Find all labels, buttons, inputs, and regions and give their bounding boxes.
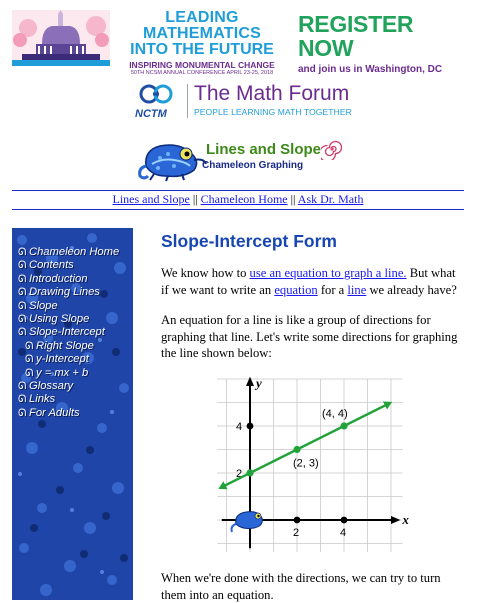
link-line[interactable]: line [347,282,367,297]
math-forum-logo[interactable] [133,82,353,120]
spiral-bullet-icon: ᘏ [18,314,27,326]
nav-link-lines-and-slope[interactable]: Lines and Slope [112,192,190,206]
spiral-bullet-icon: ᘏ [18,394,27,406]
nav-separator: || [290,192,296,206]
math-forum-tagline: PEOPLE LEARNING MATH TOGETHER [194,107,352,117]
sidebar-item-glossary[interactable] [18,380,119,393]
point-4-4 [340,422,347,429]
intro-text: We know how to [161,266,250,280]
sidebar-item-label[interactable]: Contents [29,259,74,272]
conference-title [116,10,288,77]
conference-title-line2: INTO THE FUTURE [130,41,274,58]
spiral-icon [321,138,343,160]
conference-title-line1: LEADING MATHEMATICS [142,9,262,42]
sidebar-nav [12,228,133,600]
sidebar-item-label[interactable]: Links [29,393,56,406]
lines-and-slope-logo [138,136,350,184]
conference-banner[interactable] [12,8,464,76]
conference-dates: 50TH NCSM ANNUAL CONFERENCE APRIL 23-25, 2018 [130,70,274,76]
intro-text: But what if we want to write an [161,266,456,297]
x-tick-dot [341,517,348,524]
sidebar-item-label[interactable]: Slope [29,299,58,312]
capitol-illustration [12,10,110,66]
sidebar-item-label[interactable]: Chameleon Home [29,246,120,258]
sidebar-item-using-slope[interactable] [18,313,119,326]
sidebar-item-drawing-lines[interactable] [18,286,119,299]
spiral-bullet-icon: ᘏ [25,340,34,352]
sidebar-item-y-intercept[interactable] [18,353,119,366]
x-tick-dot [294,517,301,524]
link-equation[interactable]: equation [274,282,318,297]
top-nav-bar [12,190,464,210]
y-axis-label: y [256,375,262,391]
sidebar-item-label[interactable]: Slope-Intercept [29,326,105,339]
nav-link-ask-dr-math[interactable]: Ask Dr. Math [297,192,364,206]
sidebar-item-slope-intercept[interactable] [18,326,119,339]
sidebar-item-introduction[interactable] [18,273,119,286]
spiral-bullet-icon: ᘏ [25,354,34,366]
sidebar-item-links[interactable] [18,393,119,406]
sidebar-item-y-mx-b[interactable] [18,367,119,380]
spiral-bullet-icon: ᘏ [18,260,27,272]
y-intercept-point [246,469,253,476]
register-location: and join us in Washington, DC [298,64,443,75]
point-2-3 [293,446,300,453]
intro-text: for a [317,282,348,297]
nav-link-chameleon-home[interactable]: Chameleon Home [200,192,288,206]
sidebar-list [18,246,119,420]
spiral-bullet-icon: ᘏ [18,300,27,312]
nctm-text: NCTM [135,108,167,120]
page-title: Slope-Intercept Form [161,231,337,251]
intro-paragraph [161,265,461,298]
spiral-bullet-icon: ᘏ [18,247,27,258]
directions-paragraph: An equation for a line is like a group of directions for graphing that line. Let's write some directions for graphing the line shown below: [161,313,458,361]
y-tick-dot [247,423,254,430]
sidebar-item-label[interactable]: y-Intercept [36,353,89,366]
chameleon-icon [138,136,208,182]
closing-paragraph: When we're done with the directions, we can try to turn them into an equation. [161,571,441,602]
spiral-bullet-icon: ᘏ [18,381,27,393]
intro-text: we already have? [366,282,457,297]
sidebar-item-right-slope[interactable] [18,340,119,353]
register-callout[interactable] [298,12,468,76]
sidebar-item-label[interactable]: Using Slope [29,313,90,326]
logo-divider [187,84,188,118]
chameleon-graphing-subtitle: Chameleon Graphing [202,160,304,171]
sidebar-item-for-adults[interactable] [18,407,119,420]
sidebar-item-label[interactable]: Right Slope [36,339,94,352]
sidebar-item-slope[interactable] [18,300,119,313]
spiral-bullet-icon: ᘏ [18,273,27,285]
y-tick-label: 4 [236,421,243,433]
sidebar-item-label[interactable]: Glossary [29,380,74,393]
x-axis-label: x [402,512,409,527]
y-tick-label: 2 [236,468,243,480]
sidebar-item-label[interactable]: For Adults [29,406,80,419]
math-forum-title: The Math Forum [194,82,350,105]
point-label-4-4: (4, 4) [322,408,348,420]
nav-separator: || [192,192,198,206]
spiral-bullet-icon: ᘏ [18,407,27,419]
lines-and-slope-title: Lines and Slope [206,141,322,158]
conference-theme: INSPIRING MONUMENTAL CHANGE [129,60,275,70]
nctm-logo-icon [133,82,181,120]
point-label-2-3: (2, 3) [293,457,319,470]
spiral-bullet-icon: ᘏ [18,287,27,299]
sidebar-item-label[interactable]: y = mx + b [36,366,89,379]
sidebar-item-chameleon-home[interactable] [18,246,119,259]
x-tick-label: 2 [293,527,300,539]
spiral-bullet-icon: ᘏ [25,367,34,379]
sidebar-item-label[interactable]: Introduction [29,272,88,285]
register-now-text[interactable]: REGISTER NOW [298,11,414,61]
x-tick-label: 4 [340,527,347,539]
link-use-equation-to-graph[interactable]: use an equation to graph a line. [249,266,407,280]
spiral-bullet-icon: ᘏ [18,327,27,339]
sidebar-item-contents[interactable] [18,259,119,272]
line-graph [210,368,410,552]
sidebar-item-label[interactable]: Drawing Lines [29,286,100,299]
